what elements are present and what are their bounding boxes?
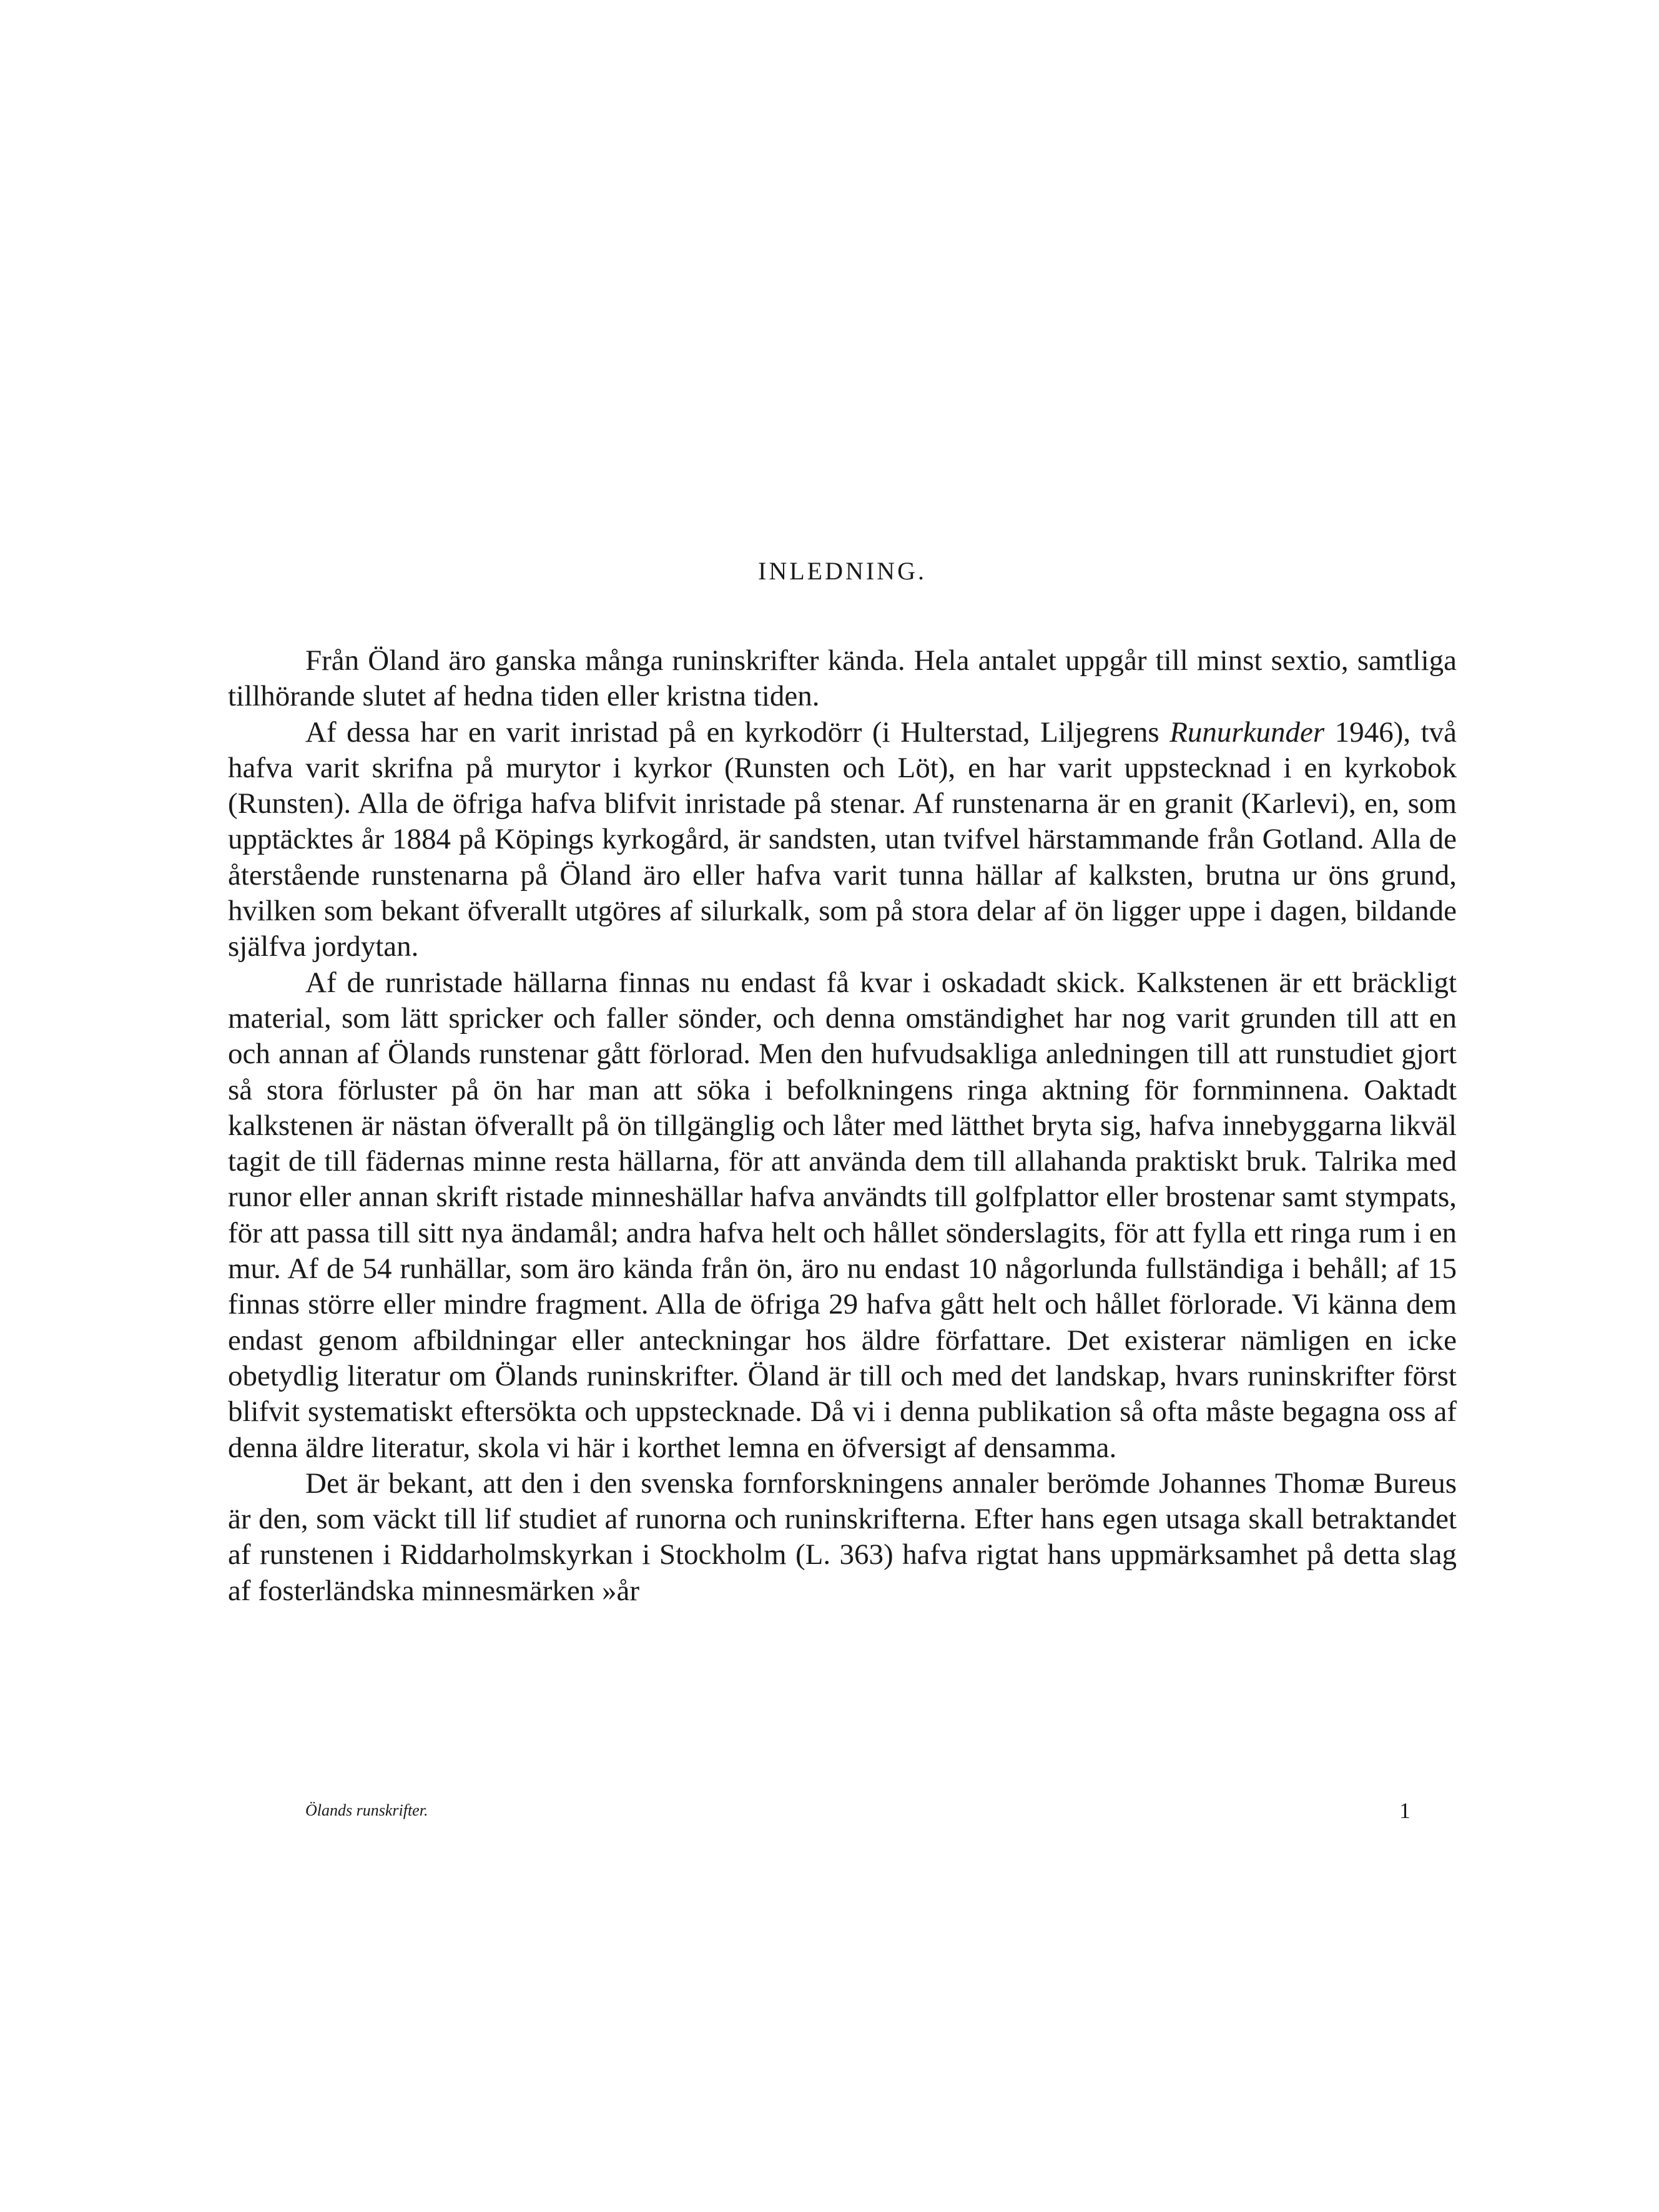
paragraph-2-text-end: 1946), två hafva varit skrifna på murytor i kyrkor (Runsten och Löt), en har varit uppstecknad i en kyrkobok (Runsten). Alla de öfriga hafva blifvit inristade på stenar. Af runstenarna är en granit (Karlevi), en, som upptäcktes år 1884 på Köpings kyrkogård, är sandsten, utan tvifvel härstammande från Gotland. Alla de återstående runstenarna på Öland äro eller hafva varit tunna hällar af kalksten, brutna ur öns grund, hvilken som bekant öfverallt utgöres af silurkalk, som på stora delar af ön ligger uppe i dagen, bildande själfva jordytan. (228, 715, 1457, 963)
paragraph-2-italic-title: Runurkunder (1169, 715, 1325, 749)
paragraph-3: Af de runristade hällarna finnas nu endast få kvar i oskadadt skick. Kalkstenen är ett bräckligt material, som lätt spricker och faller sönder, och denna omständighet har nog varit grunden till att en och annan af Ölands runstenar gått förlorad. Men den hufvudsakliga anledningen till att runstudiet gjort så stora förluster på ön har man att söka i befolkningens ringa aktning för fornminnena. Oaktadt kalkstenen är nästan öfverallt på ön tillgänglig och låter med lätthet bryta sig, hafva innebyggarna likväl tagit de till fädernas minne resta hällarna, för att använda dem till allahanda praktiskt bruk. Talrika med runor eller annan skrift ristade minneshällar hafva användts till golfplattor eller brostenar samt stympats, för att passa till sitt nya ändamål; andra hafva helt och hållet sönderslagits, för att fylla ett ringa rum i en mur. Af de 54 runhällar, som äro kända från ön, äro nu endast 10 någorlunda fullständiga i behåll; af 15 finnas större eller mindre fragment. Alla de öfriga 29 hafva gått helt och hållet förlorade. Vi känna dem endast genom afbildningar eller anteckningar hos äldre författare. Det existerar nämligen en icke obetydlig literatur om Ölands runinskrifter. Öland är till och med det landskap, hvars runinskrifter först blifvit systematiskt eftersökta och uppstecknade. Då vi i denna publikation så ofta måste begagna oss af denna äldre literatur, skola vi här i korthet lemna en öfversigt af densamma. (228, 966, 1457, 1464)
paragraph-2-text-start: Af dessa har en varit inristad på en kyrkodörr (i Hulterstad, Liljegrens (305, 715, 1170, 749)
page-footer (305, 1798, 1410, 1826)
paragraph-1: Från Öland äro ganska många runinskrifter kända. Hela antalet uppgår till minst sextio, samtliga tillhörande slutet af hedna tiden eller kristna tiden. (228, 644, 1457, 713)
footer-title: Ölands runskrifter. (305, 1801, 428, 1819)
paragraph-2 (228, 715, 1457, 965)
chapter-heading: INLEDNING. (758, 557, 927, 585)
text-block (228, 559, 1457, 1609)
page-number: 1 (1399, 1798, 1410, 1823)
paragraph-4: Det är bekant, att den i den svenska fornforskningens annaler berömde Johannes Thomæ Bureus är den, som väckt till lif studiet af runorna och runinskrifterna. Efter hans egen utsaga skall betraktandet af runstenen i Riddarholmskyrkan i Stockholm (L. 363) hafva rigtat hans uppmärksamhet på detta slag af fosterländska minnesmärken »år (228, 1467, 1457, 1607)
